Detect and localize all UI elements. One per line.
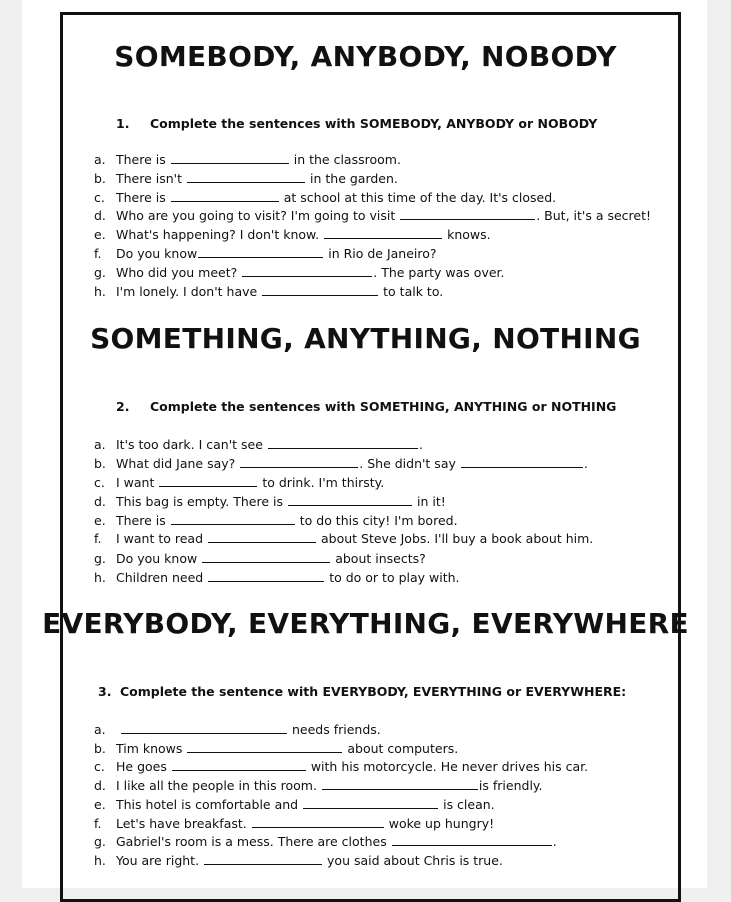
section-1-instruction-text: Complete the sentences with SOMEBODY, ANYBODY or NOBODY <box>150 116 598 131</box>
answer-blank[interactable] <box>322 778 478 790</box>
answer-blank[interactable] <box>208 531 316 543</box>
item-text-after: . <box>552 834 557 849</box>
answer-blank[interactable] <box>159 475 257 487</box>
section-3-instruction <box>98 684 626 699</box>
item-text-after: knows. <box>447 227 491 242</box>
answer-blank[interactable] <box>324 227 442 239</box>
exercise-item <box>94 758 588 776</box>
item-letter: d. <box>94 208 106 223</box>
item-text-before: It's too dark. I can't see <box>116 437 263 452</box>
item-text-after: . But, it's a secret! <box>536 208 651 223</box>
answer-blank[interactable] <box>187 741 342 753</box>
item-letter: b. <box>94 171 106 186</box>
exercise-item <box>94 721 381 739</box>
exercise-item <box>94 245 437 263</box>
section-2-title: SOMETHING, ANYTHING, NOTHING <box>90 322 641 355</box>
item-letter: d. <box>94 778 106 793</box>
item-text-after: about insects? <box>335 551 426 566</box>
item-letter: a. <box>94 437 106 452</box>
exercise-item <box>94 189 556 207</box>
item-text-before: Who did you meet? <box>116 265 238 280</box>
answer-blank[interactable] <box>262 284 378 296</box>
exercise-item <box>94 740 458 758</box>
item-text-after: in the classroom. <box>293 152 401 167</box>
item-text-before: Let's have breakfast. <box>116 816 247 831</box>
exercise-item <box>94 455 588 473</box>
section-1-instruction <box>116 116 597 131</box>
item-text-after: in Rio de Janeiro? <box>328 246 437 261</box>
answer-blank[interactable] <box>202 551 330 563</box>
item-letter: f. <box>94 246 102 261</box>
item-text-after: . <box>418 437 423 452</box>
answer-blank[interactable] <box>171 152 289 164</box>
item-text-before: This hotel is comfortable and <box>116 797 299 812</box>
exercise-item <box>94 226 491 244</box>
answer-blank[interactable] <box>172 759 306 771</box>
item-text-before: I want to read <box>116 531 204 546</box>
exercise-item <box>94 151 401 169</box>
item-letter: f. <box>94 816 102 831</box>
answer-blank[interactable] <box>461 456 583 468</box>
answer-blank[interactable] <box>187 171 305 183</box>
section-1-title: SOMEBODY, ANYBODY, NOBODY <box>114 40 617 73</box>
item-text-after: at school at this time of the day. It's closed. <box>283 190 557 205</box>
section-3-number: 3. <box>98 684 112 699</box>
item-text-after: about Steve Jobs. I'll buy a book about him. <box>320 531 594 546</box>
exercise-item <box>94 207 651 225</box>
answer-blank[interactable] <box>252 816 384 828</box>
item-text-before: There is <box>116 190 166 205</box>
section-3-instruction-text: Complete the sentence with EVERYBODY, EVERYTHING or EVERYWHERE: <box>120 684 627 699</box>
item-letter: d. <box>94 494 106 509</box>
item-letter: b. <box>94 456 106 471</box>
exercise-item <box>94 815 494 833</box>
item-text-after: to do or to play with. <box>329 570 460 585</box>
item-text-after: in it! <box>416 494 446 509</box>
answer-blank[interactable] <box>240 456 358 468</box>
answer-blank[interactable] <box>242 265 372 277</box>
item-text-after: is friendly. <box>478 778 543 793</box>
item-text-after: is clean. <box>443 797 495 812</box>
item-text-before: What did Jane say? <box>116 456 236 471</box>
exercise-item <box>94 474 384 492</box>
item-text-after: you said about Chris is true. <box>327 853 503 868</box>
answer-blank[interactable] <box>268 437 418 449</box>
item-text-after: about computers. <box>347 741 459 756</box>
item-text-after: to do this city! I'm bored. <box>299 513 458 528</box>
item-text-before: Children need <box>116 570 204 585</box>
exercise-item <box>94 512 458 530</box>
item-text-before: Gabriel's room is a mess. There are clothes <box>116 834 387 849</box>
item-text-after: . The party was over. <box>373 265 505 280</box>
section-3-title: EVERYBODY, EVERYTHING, EVERYWHERE <box>42 607 689 640</box>
item-text-before: You are right. <box>116 853 200 868</box>
item-letter: e. <box>94 227 106 242</box>
item-text-before: Who are you going to visit? I'm going to visit <box>116 208 396 223</box>
item-text-before: Do you know <box>116 551 198 566</box>
exercise-item <box>94 170 398 188</box>
exercise-item <box>94 833 557 851</box>
answer-blank[interactable] <box>208 570 324 582</box>
item-text-before: There is <box>116 513 166 528</box>
item-letter: f. <box>94 531 102 546</box>
item-letter: a. <box>94 722 106 737</box>
item-letter: h. <box>94 853 106 868</box>
item-letter: g. <box>94 265 106 280</box>
item-text-after: in the garden. <box>310 171 398 186</box>
item-text-before: There is <box>116 152 166 167</box>
item-text-before: I like all the people in this room. <box>116 778 317 793</box>
section-1-number: 1. <box>116 116 130 131</box>
item-text-before: Tim knows <box>116 741 183 756</box>
item-letter: h. <box>94 570 106 585</box>
exercise-item <box>94 569 460 587</box>
exercise-item <box>94 436 423 454</box>
item-text-before: He goes <box>116 759 167 774</box>
item-letter: c. <box>94 475 105 490</box>
item-text-after: . <box>583 456 588 471</box>
answer-blank[interactable] <box>288 494 412 506</box>
answer-blank[interactable] <box>198 246 323 258</box>
item-text-after: to talk to. <box>383 284 444 299</box>
item-text-after: with his motorcycle. He never drives his car. <box>310 759 589 774</box>
item-text-after: . She didn't say <box>359 456 456 471</box>
item-letter: g. <box>94 551 106 566</box>
item-letter: e. <box>94 797 106 812</box>
answer-blank[interactable] <box>121 722 287 734</box>
section-2-instruction <box>116 399 616 414</box>
exercise-item <box>94 796 495 814</box>
item-letter: b. <box>94 741 106 756</box>
item-text-before: Do you know <box>116 246 198 261</box>
item-letter: h. <box>94 284 106 299</box>
exercise-item <box>94 264 505 282</box>
item-text-before: This bag is empty. There is <box>116 494 284 509</box>
answer-blank[interactable] <box>400 208 535 220</box>
item-text-before: I'm lonely. I don't have <box>116 284 258 299</box>
item-letter: c. <box>94 190 105 205</box>
answer-blank[interactable] <box>392 834 552 846</box>
section-2-instruction-text: Complete the sentences with SOMETHING, ANYTHING or NOTHING <box>150 399 617 414</box>
item-letter: c. <box>94 759 105 774</box>
answer-blank[interactable] <box>204 853 322 865</box>
exercise-item <box>94 530 593 548</box>
exercise-item <box>94 493 446 511</box>
answer-blank[interactable] <box>171 513 295 525</box>
item-letter: e. <box>94 513 106 528</box>
item-text-after: to drink. I'm thirsty. <box>262 475 385 490</box>
answer-blank[interactable] <box>303 797 438 809</box>
exercise-item <box>94 852 503 870</box>
item-letter: g. <box>94 834 106 849</box>
section-2-number: 2. <box>116 399 130 414</box>
item-text-after: woke up hungry! <box>388 816 495 831</box>
item-text-before: What's happening? I don't know. <box>116 227 320 242</box>
exercise-item <box>94 283 443 301</box>
item-text-after: needs friends. <box>291 722 381 737</box>
item-letter: a. <box>94 152 106 167</box>
item-text-before: There isn't <box>116 171 183 186</box>
exercise-item <box>94 550 426 568</box>
answer-blank[interactable] <box>171 190 279 202</box>
exercise-item <box>94 777 543 795</box>
item-text-before: I want <box>116 475 155 490</box>
